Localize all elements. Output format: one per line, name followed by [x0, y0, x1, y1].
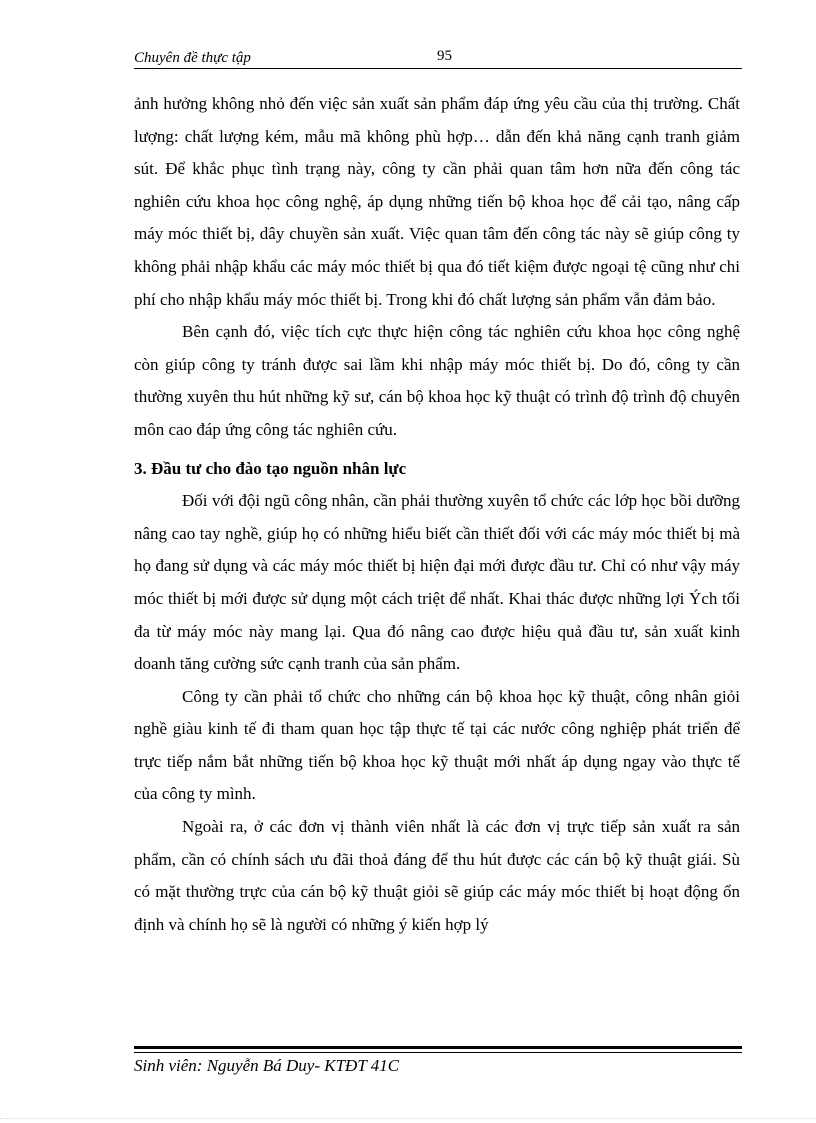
page-edge-divider: [0, 1118, 816, 1119]
document-body: [134, 88, 740, 941]
body-paragraph: Đối với đội ngũ công nhân, cần phải thường xuyên tổ chức các lớp học bồi dưỡng nâng cao tay nghề, giúp họ có những hiểu biết cần thiết đối với các máy móc thiết bị mà họ đang sử dụng và các máy móc thiết bị hiện đại mới được đầu tư. Chỉ có như vậy máy móc thiết bị mới được sử dụng một cách triệt để nhất. Khai thác được những lợi Ých tối đa từ máy móc này mang lại. Qua đó nâng cao được hiệu quả đầu tư, sản xuất kinh doanh tăng cường sức cạnh tranh của sản phẩm.: [134, 491, 740, 674]
body-paragraph: ảnh hưởng không nhỏ đến việc sản xuất sản phẩm đáp ứng yêu cầu của thị trường. Chất lượng: chất lượng kém, mẫu mã không phù hợp… dẫn đến khả năng cạnh tranh giảm sút. Để khắc phục tình trạng này, công ty cần phải quan tâm hơn nữa đến công tác nghiên cứu khoa học công nghệ, áp dụng những tiến bộ khoa học để cải tạo, nâng cấp máy móc thiết bị, dây chuyền sản xuất. Việc quan tâm đến công tác này sẽ giúp công ty không phải nhập khẩu các máy móc thiết bị qua đó tiết kiệm được ngoại tệ cũng như chi phí cho nhập khẩu máy móc thiết bị. Trong khi đó chất lượng sản phẩm vẫn đảm bảo.: [134, 94, 740, 309]
page-number: 95: [437, 48, 452, 64]
header-title: Chuyên đề thực tập: [134, 50, 251, 66]
page-footer: Sinh viên: Nguyễn Bá Duy- KTĐT 41C: [134, 1056, 400, 1075]
footer-rule-thin: [134, 1052, 742, 1053]
page-header: [134, 48, 742, 68]
body-paragraph: Ngoài ra, ở các đơn vị thành viên nhất là các đơn vị trực tiếp sản xuất ra sản phẩm, cần có chính sách ưu đãi thoả đáng để thu hút được các cán bộ kỹ thuật giái. Sù có mặt thường trực của cán bộ kỹ thuật giỏi sẽ giúp các máy móc thiết bị hoạt động ổn định và chính họ sẽ là người có những ý kiến hợp lý: [134, 817, 740, 934]
footer-rule-thick: [134, 1046, 742, 1049]
body-paragraph: Bên cạnh đó, việc tích cực thực hiện công tác nghiên cứu khoa học công nghệ còn giúp công ty tránh được sai lầm khi nhập máy móc thiết bị. Do đó, công ty cần thường xuyên thu hút những kỹ sư, cán bộ khoa học kỹ thuật có trình độ trình độ chuyên môn cao đáp ứng công tác nghiên cứu.: [134, 322, 740, 439]
header-rule: [134, 68, 742, 69]
body-paragraph: Công ty cần phải tổ chức cho những cán bộ khoa học kỹ thuật, công nhân giỏi nghề giàu kinh tế đi tham quan học tập thực tế tại các nước công nghiệp phát triển để trực tiếp nắm bắt những tiến bộ khoa học kỹ thuật mới nhất áp dụng ngay vào thực tế của công ty mình.: [134, 686, 740, 804]
section-heading: 3. Đầu tư cho đào tạo nguồn nhân lực: [134, 458, 407, 478]
